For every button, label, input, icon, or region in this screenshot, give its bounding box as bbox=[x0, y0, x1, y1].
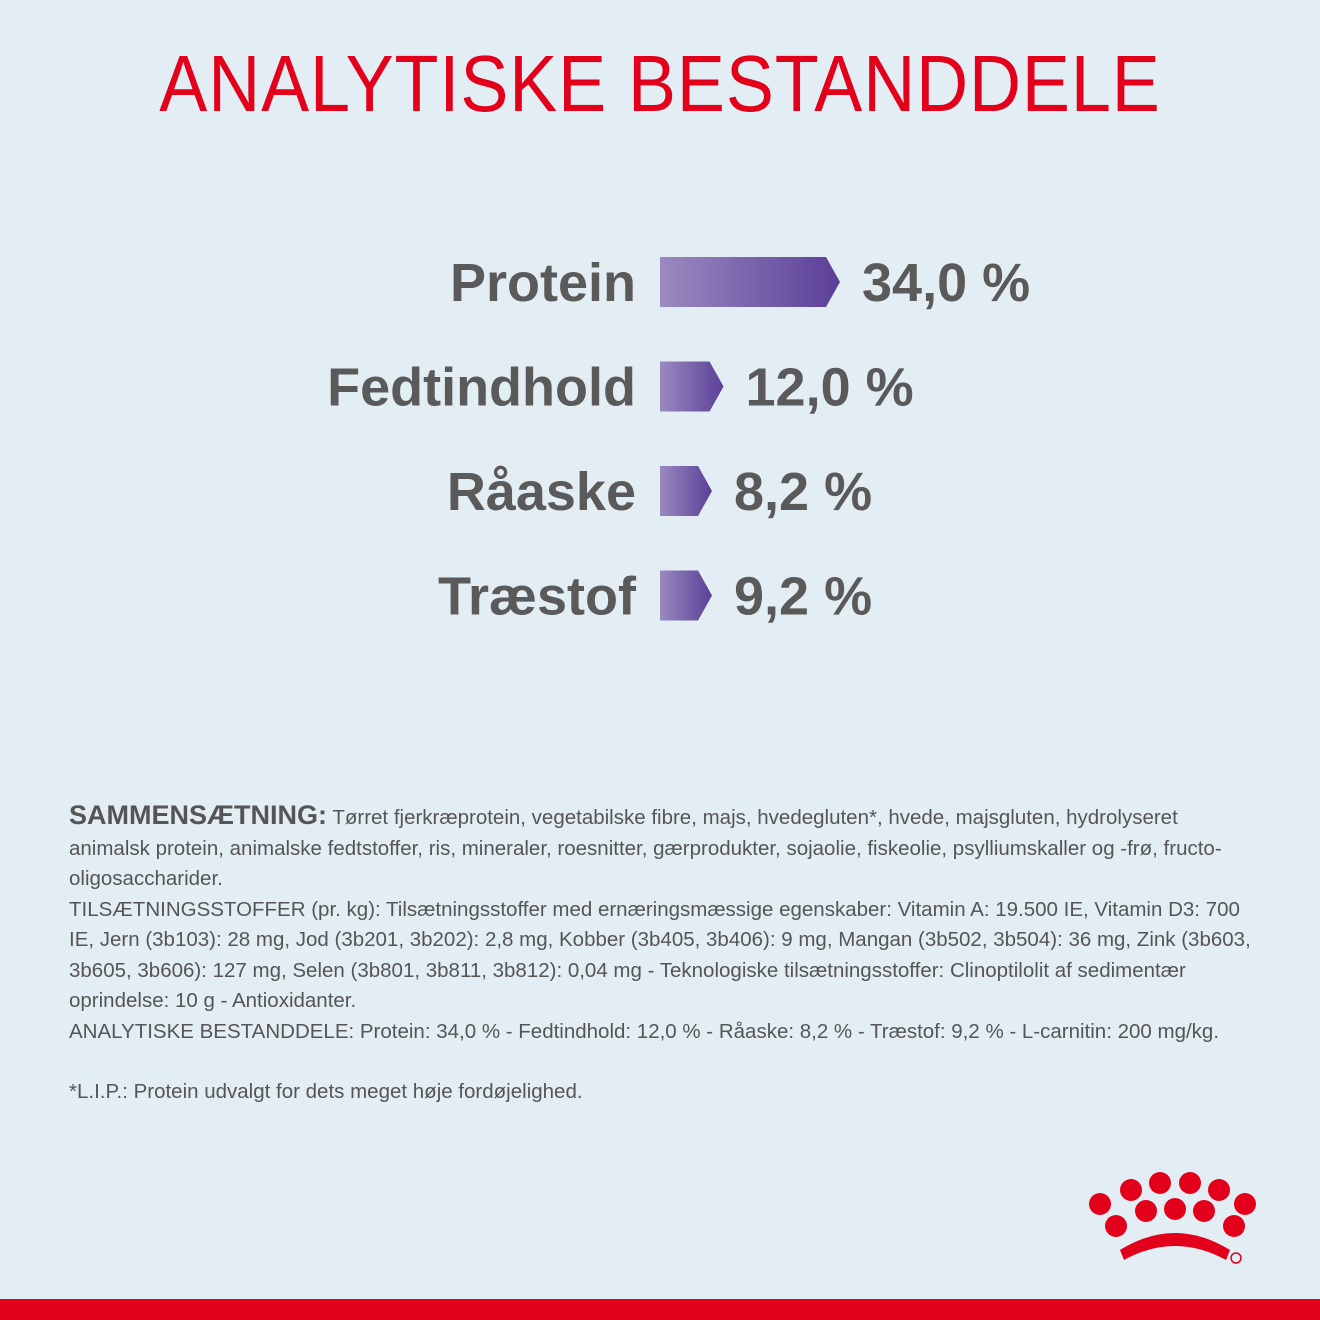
value-label: 12,0 % bbox=[745, 357, 914, 418]
page-title: ANALYTISKE BESTANDDELE bbox=[159, 39, 1161, 128]
category-label: Råaske bbox=[446, 462, 636, 522]
ingredients-text: Tørret fjerkræprotein, vegetabilske fibre, majs, hvedegluten*, hvede, majsgluten, hydrolyseret animalsk protein, animalske fedtstoffer, ris, mineraler, roesnitter, gærprodukter, sojaolie, fiskeolie, psylliumskaller og -frø, fructo-oligosaccharider. bbox=[69, 806, 1222, 890]
category-label: Protein bbox=[449, 253, 636, 313]
category-label: Træstof bbox=[437, 566, 636, 627]
additives-paragraph: TILSÆTNINGSSTOFFER (pr. kg): Tilsætningsstoffer med ernæringsmæssige egenskaber: Vitamin A: 19.500 IE, Vitamin D3: 700 IE, Jern (3b103): 28 mg, Jod (3b201, 3b202): 2,8 mg, Kobber (3b405, 3b406): 9 mg, Mangan (3b502, 3b504): 36 mg, Zink (3b603, 3b605, 3b606): 127 mg, Selen (3b801, 3b811, 3b812): 0,04 mg - Teknologiske tilsætningsstoffer: Clinoptilolit af sedimentær oprindelse: 10 g - Antioxidanter. bbox=[69, 897, 1251, 1012]
value-label: 9,2 % bbox=[734, 566, 873, 627]
bar bbox=[660, 257, 840, 307]
bar bbox=[660, 466, 712, 516]
bar bbox=[660, 571, 712, 621]
composition-label: SAMMENSÆTNING: bbox=[69, 800, 327, 830]
category-label: Fedtindhold bbox=[327, 357, 636, 418]
composition-block bbox=[69, 800, 1259, 1108]
royal-canin-crown-icon bbox=[1082, 1170, 1262, 1270]
bottom-red-bar bbox=[0, 1299, 1320, 1320]
value-label: 8,2 % bbox=[734, 462, 873, 522]
value-label: 34,0 % bbox=[862, 253, 1031, 313]
analytical-paragraph: ANALYTISKE BESTANDDELE: Protein: 34,0 % - Fedtindhold: 12,0 % - Råaske: 8,2 % - Træstof: 9,2 % - L-carnitin: 200 mg/kg. bbox=[69, 1019, 1220, 1043]
ingredients-paragraph bbox=[69, 800, 1259, 895]
footnote: *L.I.P.: Protein udvalgt for dets meget høje fordøjelighed. bbox=[69, 1080, 583, 1103]
bar bbox=[660, 362, 724, 412]
